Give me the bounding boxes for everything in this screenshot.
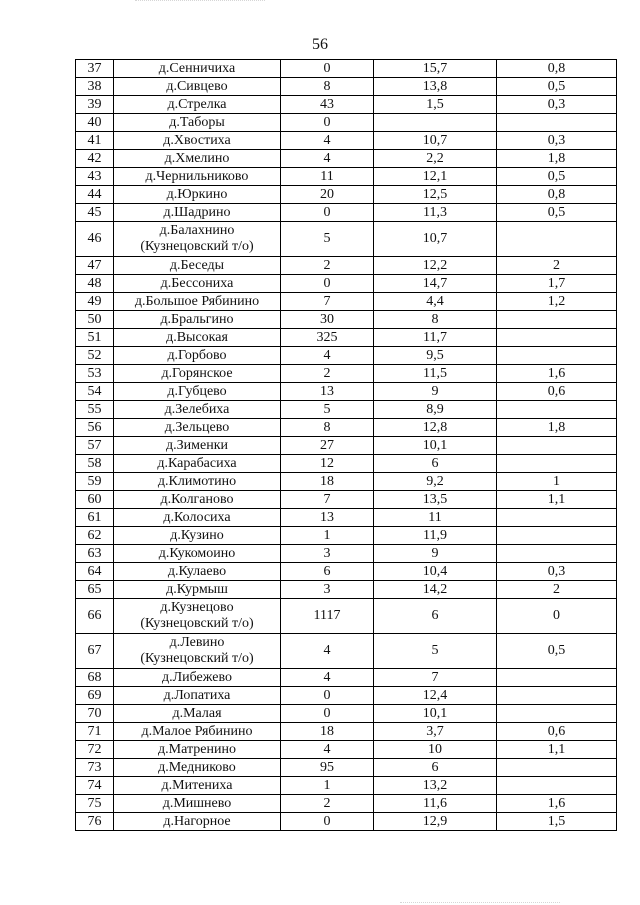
row-number-cell: 50 [76, 311, 114, 329]
value-c-cell [497, 687, 617, 705]
table-row [76, 257, 617, 275]
page-number: 56 [312, 36, 328, 53]
value-b-cell: 11,3 [374, 204, 497, 222]
row-number-cell: 51 [76, 329, 114, 347]
row-number-cell: 42 [76, 150, 114, 168]
value-c-cell [497, 669, 617, 687]
value-a-cell: 4 [281, 347, 374, 365]
table-body [76, 60, 617, 831]
table-row [76, 186, 617, 204]
value-c-cell [497, 509, 617, 527]
value-a-cell: 1 [281, 777, 374, 795]
value-b-cell: 10,1 [374, 705, 497, 723]
row-number-cell: 73 [76, 759, 114, 777]
table-row [76, 383, 617, 401]
value-a-cell: 0 [281, 114, 374, 132]
settlement-name-cell [114, 527, 281, 545]
value-a-cell: 43 [281, 96, 374, 114]
settlement-name-line: д.Горянское [161, 365, 233, 381]
value-c-cell: 1,1 [497, 741, 617, 759]
settlement-name-cell [114, 455, 281, 473]
value-a-cell: 30 [281, 311, 374, 329]
value-b-cell [374, 114, 497, 132]
table-row [76, 455, 617, 473]
row-number-cell: 43 [76, 168, 114, 186]
value-c-cell [497, 222, 617, 257]
value-c-cell: 1,8 [497, 419, 617, 437]
settlement-name-cell [114, 419, 281, 437]
value-b-cell: 11 [374, 509, 497, 527]
row-number-cell: 65 [76, 581, 114, 599]
table-row [76, 491, 617, 509]
table-row [76, 509, 617, 527]
settlement-name-cell [114, 705, 281, 723]
row-number-cell: 49 [76, 293, 114, 311]
value-c-cell: 1,6 [497, 365, 617, 383]
table-row [76, 168, 617, 186]
row-number-cell: 47 [76, 257, 114, 275]
value-c-cell: 0,3 [497, 563, 617, 581]
settlement-name-cell [114, 473, 281, 491]
table-row [76, 437, 617, 455]
value-a-cell: 95 [281, 759, 374, 777]
value-c-cell: 0,8 [497, 186, 617, 204]
value-a-cell: 2 [281, 365, 374, 383]
settlement-name-cell [114, 365, 281, 383]
settlement-name-cell [114, 723, 281, 741]
value-c-cell [497, 705, 617, 723]
row-number-cell: 75 [76, 795, 114, 813]
settlement-name-cell [114, 741, 281, 759]
value-a-cell: 7 [281, 491, 374, 509]
settlement-name-line: д.Губцево [167, 383, 227, 399]
settlement-name-line: д.Горбово [167, 347, 227, 363]
value-c-cell: 0,3 [497, 96, 617, 114]
settlement-name-line: д.Колосиха [163, 509, 231, 525]
settlement-name-line: д.Зельцево [164, 419, 230, 435]
settlement-name-cell [114, 634, 281, 669]
settlement-name-cell [114, 599, 281, 634]
table-row [76, 687, 617, 705]
table-row [76, 669, 617, 687]
value-c-cell [497, 329, 617, 347]
value-b-cell: 13,2 [374, 777, 497, 795]
settlement-name-line: д.Сенничиха [158, 60, 236, 76]
value-a-cell: 1117 [281, 599, 374, 634]
value-b-cell: 15,7 [374, 60, 497, 78]
settlement-name-cell [114, 222, 281, 257]
settlement-name-line: д.Малое Рябинино [141, 723, 253, 739]
value-b-cell: 14,7 [374, 275, 497, 293]
value-c-cell [497, 347, 617, 365]
value-b-cell: 10,7 [374, 222, 497, 257]
settlement-name-line: д.Либежево [162, 669, 232, 685]
value-c-cell [497, 527, 617, 545]
settlement-name-line: д.Зелебиха [164, 401, 230, 417]
scan-artifact-top [135, 0, 265, 4]
value-a-cell: 0 [281, 275, 374, 293]
value-b-cell: 8,9 [374, 401, 497, 419]
value-a-cell: 0 [281, 813, 374, 831]
value-c-cell: 0 [497, 599, 617, 634]
table-row [76, 705, 617, 723]
value-b-cell: 12,2 [374, 257, 497, 275]
settlement-name-line: д.Медниково [158, 759, 236, 775]
settlement-name-line: д.Стрелка [167, 96, 227, 112]
value-c-cell [497, 545, 617, 563]
value-a-cell: 13 [281, 509, 374, 527]
value-a-cell: 12 [281, 455, 374, 473]
table-row [76, 634, 617, 669]
value-b-cell: 2,2 [374, 150, 497, 168]
row-number-cell: 59 [76, 473, 114, 491]
settlement-name-line: д.Карабасиха [157, 455, 237, 471]
settlement-name-line: д.Бессониха [160, 275, 234, 291]
table-row [76, 527, 617, 545]
table-row [76, 311, 617, 329]
value-a-cell: 4 [281, 132, 374, 150]
row-number-cell: 40 [76, 114, 114, 132]
value-b-cell: 5 [374, 634, 497, 669]
value-b-cell: 11,9 [374, 527, 497, 545]
settlement-name-line: д.Шадрино [163, 204, 231, 220]
table-row [76, 473, 617, 491]
value-b-cell: 9,5 [374, 347, 497, 365]
table-row [76, 222, 617, 257]
settlement-name-line: д.Курмыш [166, 581, 228, 597]
value-c-cell: 1,5 [497, 813, 617, 831]
settlement-name-line: д.Кулаево [167, 563, 227, 579]
settlements-table [75, 59, 617, 831]
table-row [76, 741, 617, 759]
row-number-cell: 63 [76, 545, 114, 563]
value-a-cell: 3 [281, 581, 374, 599]
settlement-name-line: д.Малая [172, 705, 222, 721]
settlement-name-line: д.Беседы [169, 257, 225, 273]
table-row [76, 329, 617, 347]
settlement-name-line: д.Балахнино [159, 223, 235, 238]
settlement-name-cell [114, 96, 281, 114]
row-number-cell: 58 [76, 455, 114, 473]
value-c-cell: 2 [497, 257, 617, 275]
row-number-cell: 52 [76, 347, 114, 365]
table-row [76, 78, 617, 96]
settlement-name-line: д.Зименки [166, 437, 228, 453]
settlement-name-cell [114, 563, 281, 581]
value-a-cell: 5 [281, 222, 374, 257]
value-a-cell: 18 [281, 723, 374, 741]
value-b-cell: 11,7 [374, 329, 497, 347]
settlement-name-cell [114, 186, 281, 204]
table-row [76, 813, 617, 831]
value-b-cell: 9,2 [374, 473, 497, 491]
settlement-name-cell [114, 491, 281, 509]
value-b-cell: 7 [374, 669, 497, 687]
settlements-table-container [75, 59, 595, 831]
settlement-name-cell [114, 311, 281, 329]
value-b-cell: 9 [374, 545, 497, 563]
settlement-name-cell [114, 132, 281, 150]
value-a-cell: 0 [281, 705, 374, 723]
value-c-cell: 0,5 [497, 78, 617, 96]
row-number-cell: 69 [76, 687, 114, 705]
row-number-cell: 41 [76, 132, 114, 150]
row-number-cell: 66 [76, 599, 114, 634]
value-b-cell: 10 [374, 741, 497, 759]
value-c-cell: 2 [497, 581, 617, 599]
row-number-cell: 39 [76, 96, 114, 114]
value-b-cell: 12,9 [374, 813, 497, 831]
value-a-cell: 325 [281, 329, 374, 347]
settlement-name-cell [114, 293, 281, 311]
scan-artifact-bottom [400, 899, 560, 903]
settlement-name-line: д.Лопатиха [163, 687, 231, 703]
value-b-cell: 12,5 [374, 186, 497, 204]
value-a-cell: 4 [281, 741, 374, 759]
row-number-cell: 56 [76, 419, 114, 437]
value-c-cell: 1,6 [497, 795, 617, 813]
value-b-cell: 12,1 [374, 168, 497, 186]
table-row [76, 60, 617, 78]
value-a-cell: 5 [281, 401, 374, 419]
value-c-cell: 1,7 [497, 275, 617, 293]
table-row [76, 581, 617, 599]
value-a-cell: 27 [281, 437, 374, 455]
table-row [76, 114, 617, 132]
value-b-cell: 12,4 [374, 687, 497, 705]
value-c-cell: 0,3 [497, 132, 617, 150]
value-c-cell [497, 311, 617, 329]
table-row [76, 347, 617, 365]
settlement-name-cell [114, 437, 281, 455]
row-number-cell: 68 [76, 669, 114, 687]
settlement-name-line: д.Мишнево [162, 795, 232, 811]
value-b-cell: 13,5 [374, 491, 497, 509]
value-c-cell [497, 401, 617, 419]
row-number-cell: 54 [76, 383, 114, 401]
settlement-name-cell [114, 78, 281, 96]
value-b-cell: 1,5 [374, 96, 497, 114]
value-a-cell: 0 [281, 204, 374, 222]
settlement-name-cell [114, 275, 281, 293]
value-a-cell: 13 [281, 383, 374, 401]
value-c-cell: 0,6 [497, 723, 617, 741]
settlement-name-line: д.Кукомоино [158, 545, 236, 561]
settlement-name-line: д.Высокая [166, 329, 228, 345]
settlement-name-cell [114, 168, 281, 186]
value-a-cell: 4 [281, 634, 374, 669]
table-row [76, 132, 617, 150]
value-c-cell [497, 437, 617, 455]
table-row [76, 419, 617, 437]
settlement-name-line: (Кузнецовский т/о) [140, 651, 254, 666]
value-b-cell: 4,4 [374, 293, 497, 311]
settlement-name-line: д.Сивцево [166, 78, 228, 94]
value-b-cell: 3,7 [374, 723, 497, 741]
table-row [76, 723, 617, 741]
row-number-cell: 57 [76, 437, 114, 455]
settlement-name-cell [114, 347, 281, 365]
settlement-name-cell [114, 509, 281, 527]
value-a-cell: 4 [281, 150, 374, 168]
settlement-name-cell [114, 813, 281, 831]
table-row [76, 777, 617, 795]
settlement-name-line: д.Таборы [169, 114, 225, 130]
value-a-cell: 18 [281, 473, 374, 491]
row-number-cell: 46 [76, 222, 114, 257]
row-number-cell: 76 [76, 813, 114, 831]
table-row [76, 204, 617, 222]
value-c-cell [497, 777, 617, 795]
settlement-name-cell [114, 759, 281, 777]
settlement-name-cell [114, 795, 281, 813]
table-row [76, 150, 617, 168]
value-c-cell: 1,2 [497, 293, 617, 311]
settlement-name-cell [114, 777, 281, 795]
settlement-name-line: д.Бральгино [160, 311, 234, 327]
settlement-name-line: д.Нагорное [163, 813, 231, 829]
value-a-cell: 4 [281, 669, 374, 687]
value-b-cell: 11,6 [374, 795, 497, 813]
value-c-cell [497, 759, 617, 777]
row-number-cell: 53 [76, 365, 114, 383]
value-b-cell: 6 [374, 599, 497, 634]
value-b-cell: 8 [374, 311, 497, 329]
row-number-cell: 72 [76, 741, 114, 759]
row-number-cell: 55 [76, 401, 114, 419]
value-a-cell: 7 [281, 293, 374, 311]
value-c-cell: 1,8 [497, 150, 617, 168]
settlement-name-cell [114, 257, 281, 275]
row-number-cell: 70 [76, 705, 114, 723]
value-a-cell: 1 [281, 527, 374, 545]
settlement-name-cell [114, 687, 281, 705]
value-b-cell: 10,4 [374, 563, 497, 581]
settlement-name-line: д.Матренино [158, 741, 236, 757]
value-b-cell: 14,2 [374, 581, 497, 599]
row-number-cell: 64 [76, 563, 114, 581]
row-number-cell: 37 [76, 60, 114, 78]
value-a-cell: 8 [281, 78, 374, 96]
value-c-cell: 1 [497, 473, 617, 491]
settlement-name-cell [114, 114, 281, 132]
value-b-cell: 10,1 [374, 437, 497, 455]
value-c-cell: 0,6 [497, 383, 617, 401]
settlement-name-line: д.Юркино [166, 186, 228, 202]
value-c-cell: 0,5 [497, 634, 617, 669]
value-a-cell: 0 [281, 60, 374, 78]
table-row [76, 759, 617, 777]
settlement-name-line: д.Хвостиха [163, 132, 231, 148]
settlement-name-cell [114, 60, 281, 78]
value-b-cell: 12,8 [374, 419, 497, 437]
table-row [76, 96, 617, 114]
settlement-name-cell [114, 669, 281, 687]
value-a-cell: 11 [281, 168, 374, 186]
settlement-name-cell [114, 329, 281, 347]
table-row [76, 795, 617, 813]
row-number-cell: 74 [76, 777, 114, 795]
settlement-name-line: д.Колганово [160, 491, 234, 507]
value-b-cell: 11,5 [374, 365, 497, 383]
settlement-name-cell [114, 545, 281, 563]
value-a-cell: 3 [281, 545, 374, 563]
row-number-cell: 38 [76, 78, 114, 96]
value-c-cell: 1,1 [497, 491, 617, 509]
value-c-cell [497, 455, 617, 473]
table-row [76, 563, 617, 581]
value-a-cell: 2 [281, 795, 374, 813]
value-b-cell: 9 [374, 383, 497, 401]
value-a-cell: 20 [281, 186, 374, 204]
settlement-name-line: д.Митениха [161, 777, 233, 793]
value-b-cell: 10,7 [374, 132, 497, 150]
value-b-cell: 6 [374, 759, 497, 777]
value-b-cell: 13,8 [374, 78, 497, 96]
row-number-cell: 60 [76, 491, 114, 509]
table-row [76, 365, 617, 383]
row-number-cell: 71 [76, 723, 114, 741]
row-number-cell: 61 [76, 509, 114, 527]
settlement-name-cell [114, 204, 281, 222]
table-row [76, 545, 617, 563]
table-row [76, 275, 617, 293]
value-c-cell: 0,5 [497, 204, 617, 222]
settlement-name-line: д.Левино [169, 635, 225, 650]
settlement-name-cell [114, 401, 281, 419]
settlement-name-line: д.Хмелино [164, 150, 230, 166]
table-row [76, 401, 617, 419]
row-number-cell: 45 [76, 204, 114, 222]
table-row [76, 599, 617, 634]
value-c-cell [497, 114, 617, 132]
settlement-name-cell [114, 150, 281, 168]
settlement-name-line: д.Большое Рябинино [134, 293, 260, 309]
settlement-name-cell [114, 581, 281, 599]
settlement-name-cell [114, 383, 281, 401]
value-a-cell: 2 [281, 257, 374, 275]
value-a-cell: 6 [281, 563, 374, 581]
value-c-cell: 0,5 [497, 168, 617, 186]
value-a-cell: 8 [281, 419, 374, 437]
row-number-cell: 67 [76, 634, 114, 669]
settlement-name-line: (Кузнецовский т/о) [140, 239, 254, 254]
value-c-cell: 0,8 [497, 60, 617, 78]
value-a-cell: 0 [281, 687, 374, 705]
settlement-name-line: д.Кузино [170, 527, 224, 543]
value-b-cell: 6 [374, 455, 497, 473]
table-row [76, 293, 617, 311]
settlement-name-line: (Кузнецовский т/о) [140, 616, 254, 631]
settlement-name-line: д.Чернильниково [145, 168, 249, 184]
row-number-cell: 48 [76, 275, 114, 293]
row-number-cell: 62 [76, 527, 114, 545]
settlement-name-line: д.Климотино [157, 473, 237, 489]
row-number-cell: 44 [76, 186, 114, 204]
settlement-name-line: д.Кузнецово [160, 600, 234, 615]
